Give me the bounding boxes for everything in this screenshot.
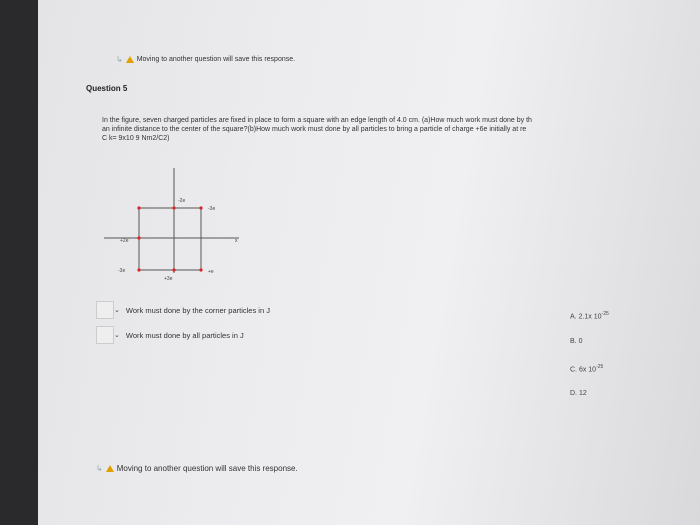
dropdown-label: Work must done by all particles in J [125, 330, 244, 340]
label-left-mid: +2e [120, 238, 129, 244]
label-bottom-right: +e [208, 269, 214, 275]
charge-top-right [199, 206, 202, 209]
warning-icon [106, 465, 114, 472]
choice-d: D. 12 [570, 390, 587, 397]
charge-left-mid [137, 236, 140, 239]
question-title: Question 5 [86, 84, 128, 93]
charge-top-left [137, 206, 140, 209]
redirect-arrow-icon: ↳ [116, 55, 123, 64]
question-text [102, 116, 700, 143]
charge-square-figure [104, 168, 264, 288]
charge-bottom-right [199, 268, 202, 271]
charge-bottom-mid [172, 268, 175, 271]
question-line-1: In the figure, seven charged particles are fixed in place to form a square with an edge length of 4.0 cm. (a)How much work must done by th [102, 117, 532, 124]
charge-top [172, 206, 175, 209]
label-top-right: -3e [208, 206, 216, 212]
save-notice-text: Moving to another question will save this response. [136, 56, 296, 63]
charge-bottom-left [137, 268, 140, 271]
redirect-arrow-icon: ↳ [96, 464, 103, 473]
dropdown-all-work[interactable] [96, 326, 346, 344]
choice-b: B. 0 [570, 338, 583, 345]
warning-icon [126, 56, 134, 63]
choice-a: A. 2.1x $10^{-25}$ [570, 311, 609, 321]
dropdown-handle[interactable] [96, 326, 114, 344]
dropdown-corner-work[interactable] [96, 301, 346, 319]
save-notice-top [116, 55, 295, 64]
chevron-down-icon[interactable]: ⌄ [114, 307, 120, 314]
label-top: -2e [178, 198, 186, 204]
question-line-2: an infinite distance to the center of the square?(b)How much work must done by all particles to bring a particle of charge +6e initially at re [102, 126, 527, 133]
chevron-down-icon[interactable]: ⌄ [114, 332, 120, 339]
save-notice-text: Moving to another question will save this response. [116, 464, 298, 473]
label-bottom-left: -3e [118, 268, 126, 274]
quiz-page [38, 0, 700, 525]
label-x-axis: x [235, 238, 238, 244]
save-notice-bottom [96, 464, 298, 473]
choice-c: C. 6x $10^{-25}$ [570, 364, 604, 374]
dropdown-handle[interactable] [96, 301, 114, 319]
label-bottom-mid: +3e [164, 276, 173, 282]
dropdown-label: Work must done by the corner particles in J [125, 305, 270, 315]
question-line-3: C k= 9x10 9 Nm2/C2) [102, 135, 170, 142]
